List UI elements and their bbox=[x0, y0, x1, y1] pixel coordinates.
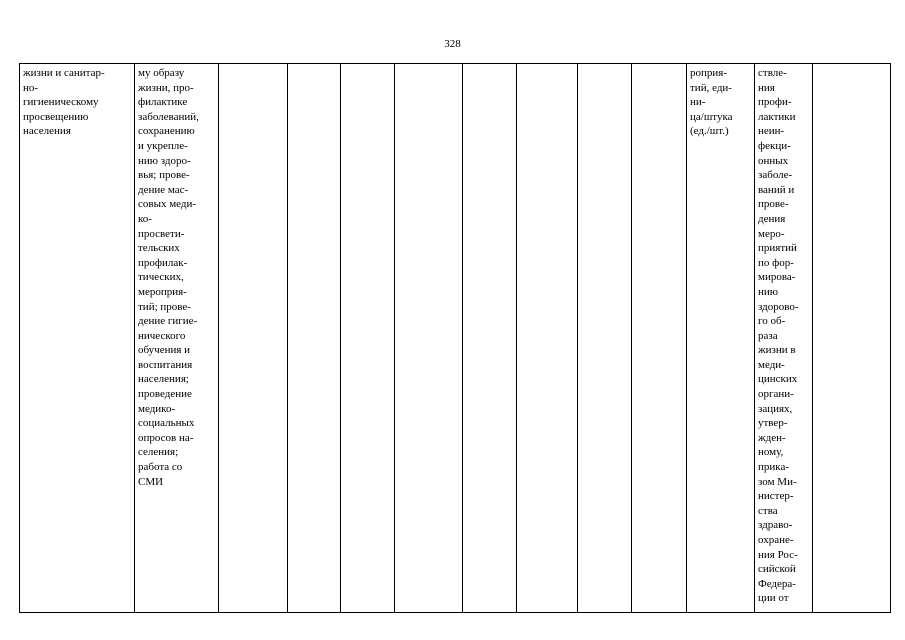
table-cell bbox=[813, 64, 891, 613]
table-row bbox=[20, 64, 891, 613]
page-number: 328 bbox=[444, 38, 461, 50]
table-cell bbox=[517, 64, 578, 613]
document-table bbox=[19, 63, 891, 613]
table-cell bbox=[219, 64, 288, 613]
table-cell: ствле- ния профи- лактики неин- фекци- онных заболе- ваний и прове- дения меро- приятий по фор- мирова- нию здорово- го об- раза жизни в меди- цинских органи- зациях, утвер- жден- ному, прика- зом Ми- нистер- ства здраво- охране- ния Рос- сийской Федера- ции от bbox=[755, 64, 813, 613]
table-cell bbox=[578, 64, 632, 613]
table-cell bbox=[395, 64, 463, 613]
table-cell bbox=[632, 64, 687, 613]
table-cell: роприя- тий, еди- ни- ца/штука (ед./шт.) bbox=[687, 64, 755, 613]
table-cell bbox=[288, 64, 341, 613]
table-cell bbox=[463, 64, 517, 613]
table-cell bbox=[341, 64, 395, 613]
table-cell: му образу жизни, про- филактике заболеваний, сохранению и укрепле- нию здоро- вья; прове- дение мас- совых меди- ко- просвети- тельских профилак- тических, мероприя- тий; прове- дение гигие- нического обучения и воспитания населения; проведение медико- социальных опросов на- селения; работа со СМИ bbox=[135, 64, 219, 613]
table-cell: жизни и санитар- но- гигиеническому просвещению населения bbox=[20, 64, 135, 613]
